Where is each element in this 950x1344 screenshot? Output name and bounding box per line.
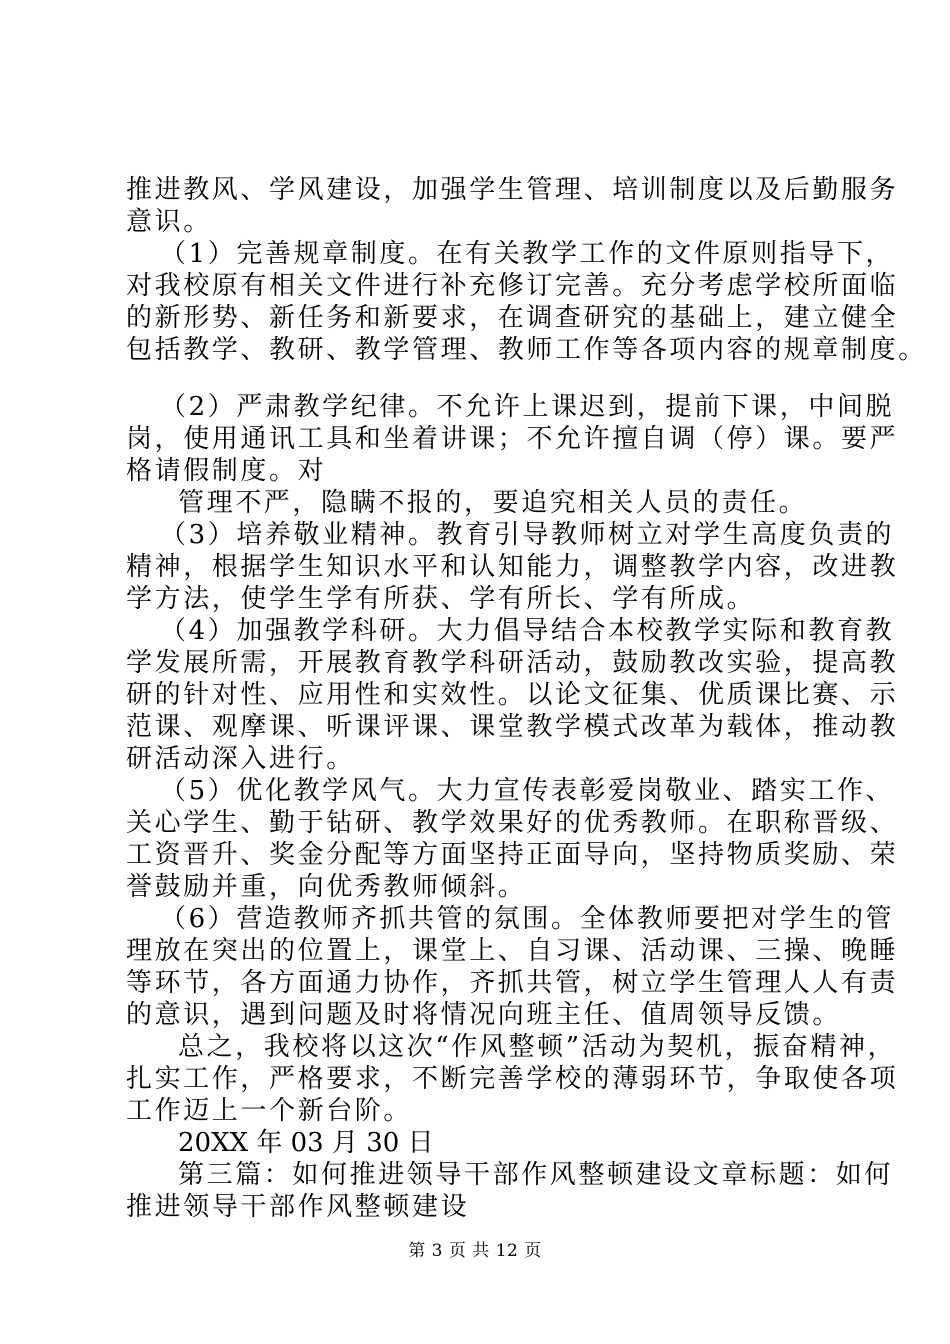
section-heading: 推进领导干部作风整顿建设 (126, 1192, 470, 1222)
page-number: 第 3 页 共 12 页 (408, 1241, 542, 1261)
text-line: 岗，使用通讯工具和坐着讲课；不允许擅自调（停）课。要严 (126, 424, 899, 454)
text-line: 包括教学、教研、教学管理、教师工作等各项内容的规章制度。 (126, 335, 927, 365)
text-line: 学方法，使学生学有所获、学有所长、学有所成。 (126, 584, 756, 614)
text-line: 誉鼓励并重，向优秀教师倾斜。 (126, 872, 527, 902)
text-line: 学发展所需，开展教育教学科研活动，鼓励教改实验，提高教 (126, 648, 899, 678)
text-line: 工资晋升、奖金分配等方面坚持正面导向，坚持物质奖励、荣 (126, 840, 899, 870)
text-line: 管理不严，隐瞒不报的，要追究相关人员的责任。 (178, 488, 808, 518)
section-heading: 第三篇：如何推进领导干部作风整顿建设文章标题：如何 (178, 1160, 894, 1190)
text-line: 范课、观摩课、听课评课、课堂教学模式改革为载体，推动教 (126, 712, 899, 742)
text-line: 对我校原有相关文件进行补充修订完善。充分考虑学校所面临 (126, 271, 899, 301)
date-line: 20XX 年 03 月 30 日 (178, 1128, 434, 1158)
text-line: 的新形势、新任务和新要求，在调查研究的基础上，建立健全 (126, 303, 899, 333)
text-line: 总之，我校将以这次“作风整顿”活动为契机，振奋精神， (178, 1032, 897, 1062)
text-line: （5）优化教学风气。大力宣传表彰爱岗敬业、踏实工作、 (160, 776, 895, 806)
text-line: （4）加强教学科研。大力倡导结合本校教学实际和教育教 (160, 616, 895, 646)
text-line: 精神，根据学生知识水平和认知能力，调整教学内容，改进教 (126, 552, 899, 582)
text-line: （3）培养敬业精神。教育引导教师树立对学生高度负责的 (160, 520, 895, 550)
text-line: 研的针对性、应用性和实效性。以论文征集、优质课比赛、示 (126, 680, 899, 710)
text-line: 理放在突出的位置上，课堂上、自习课、活动课、三操、晚睡 (126, 936, 899, 966)
text-line: 等环节，各方面通力协作，齐抓共管，树立学生管理人人有责 (126, 968, 899, 998)
text-line: （2）严肃教学纪律。不允许上课迟到，提前下课，中间脱 (160, 392, 895, 422)
text-line: （6）营造教师齐抓共管的氛围。全体教师要把对学生的管 (160, 904, 895, 934)
text-line: 格请假制度。对 (126, 456, 327, 486)
text-line: 推进教风、学风建设，加强学生管理、培训制度以及后勤服务 (126, 175, 899, 205)
text-line: 扎实工作，严格要求，不断完善学校的薄弱环节，争取使各项 (126, 1064, 899, 1094)
text-line: 工作迈上一个新台阶。 (126, 1096, 413, 1126)
text-line: 研活动深入进行。 (126, 744, 355, 774)
text-line: 的意识，遇到问题及时将情况向班主任、值周领导反馈。 (126, 1000, 842, 1030)
text-line: 意识。 (126, 207, 212, 237)
text-line: （1）完善规章制度。在有关教学工作的文件原则指导下， (160, 239, 895, 269)
text-line: 关心学生、勤于钻研、教学效果好的优秀教师。在职称晋级、 (126, 808, 899, 838)
